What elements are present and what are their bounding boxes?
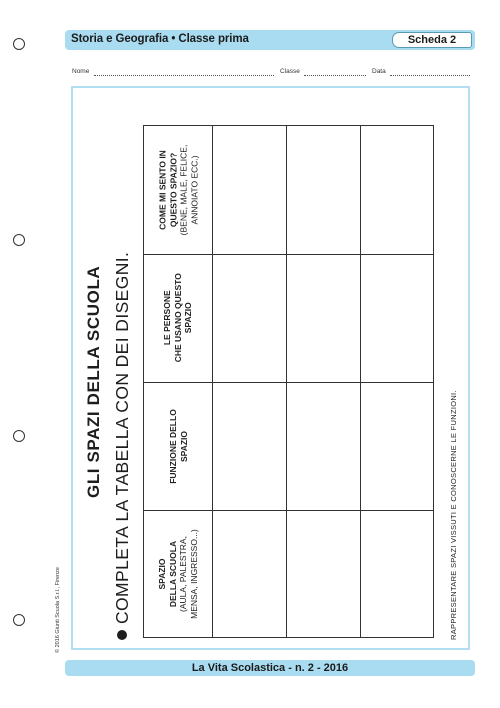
table-drawing-cell[interactable] — [286, 510, 360, 638]
column-header-note: ANNOIATO ECC.) — [188, 155, 199, 225]
copyright-notice: © 2016 Giunti Scuola S.r.l., Firenze — [55, 567, 61, 653]
table-drawing-cell[interactable] — [360, 382, 434, 510]
date-label: Data — [372, 68, 386, 75]
column-header-text — [162, 273, 194, 362]
table-drawing-cell[interactable] — [212, 126, 286, 254]
footer-bar: La Vita Scolastica - n. 2 - 2016 — [65, 660, 475, 676]
table-drawing-cell[interactable] — [212, 382, 286, 510]
worksheet-footnote: RAPPRESENTARE SPAZI VISSUTI E CONOSCERNE LE FUNZIONI. — [449, 390, 458, 640]
table-drawing-cell[interactable] — [212, 254, 286, 382]
column-header-line: QUESTO SPAZIO? — [167, 152, 178, 228]
binder-hole-3 — [13, 430, 25, 442]
column-header-text — [168, 409, 189, 484]
table-drawing-cell[interactable] — [360, 254, 434, 382]
table-drawing-cell[interactable] — [212, 510, 286, 638]
column-header-text — [157, 529, 199, 619]
column-header-line: LE PERSONE — [162, 290, 173, 346]
table-drawing-cell[interactable] — [360, 510, 434, 638]
class-field[interactable] — [304, 75, 366, 76]
binder-hole-4 — [13, 614, 25, 626]
table-column-header — [144, 510, 212, 638]
column-header-line: SPAZIO — [157, 558, 167, 590]
table-drawing-cell[interactable] — [286, 254, 360, 382]
header-bar — [65, 30, 475, 50]
table-column-header — [144, 126, 212, 254]
binder-hole-2 — [13, 234, 25, 246]
sheet-number-badge: Scheda 2 — [392, 32, 472, 48]
class-label: Classe — [280, 68, 300, 75]
name-label: Nome — [72, 68, 90, 75]
worksheet-title: GLI SPAZI DELLA SCUOLA — [84, 265, 103, 498]
table-drawing-cell[interactable] — [286, 126, 360, 254]
worksheet-table — [143, 125, 434, 638]
table-column-header — [144, 254, 212, 382]
column-header-text — [157, 145, 199, 236]
header-title: Storia e Geografia • Classe prima — [71, 33, 249, 45]
column-header-line: SPAZIO — [183, 302, 194, 334]
student-info-line — [72, 68, 472, 80]
bullet-icon — [117, 630, 127, 640]
worksheet-instruction — [112, 252, 133, 640]
table-drawing-cell[interactable] — [360, 126, 434, 254]
name-field[interactable] — [94, 75, 274, 76]
date-field[interactable] — [390, 75, 470, 76]
column-header-line: COME MI SENTO IN — [157, 150, 168, 230]
column-header-line: FUNZIONE DELLO — [167, 408, 178, 484]
instruction-text: COMPLETA LA TABELLA CON DEI DISEGNI. — [112, 251, 132, 624]
binder-hole-1 — [13, 38, 25, 50]
column-header-note: MENSA, INGRESSO...) — [188, 529, 199, 619]
column-header-line: CHE USANO QUESTO — [172, 273, 183, 363]
table-column-header — [144, 382, 212, 510]
column-header-line: SPAZIO — [178, 430, 189, 462]
table-drawing-cell[interactable] — [286, 382, 360, 510]
column-header-note: (BENE, MALE, FELICE, — [178, 144, 189, 236]
column-header-note: (AULA, PALESTRA, — [178, 536, 188, 612]
column-header-line: DELLA SCUOLA — [167, 540, 178, 608]
